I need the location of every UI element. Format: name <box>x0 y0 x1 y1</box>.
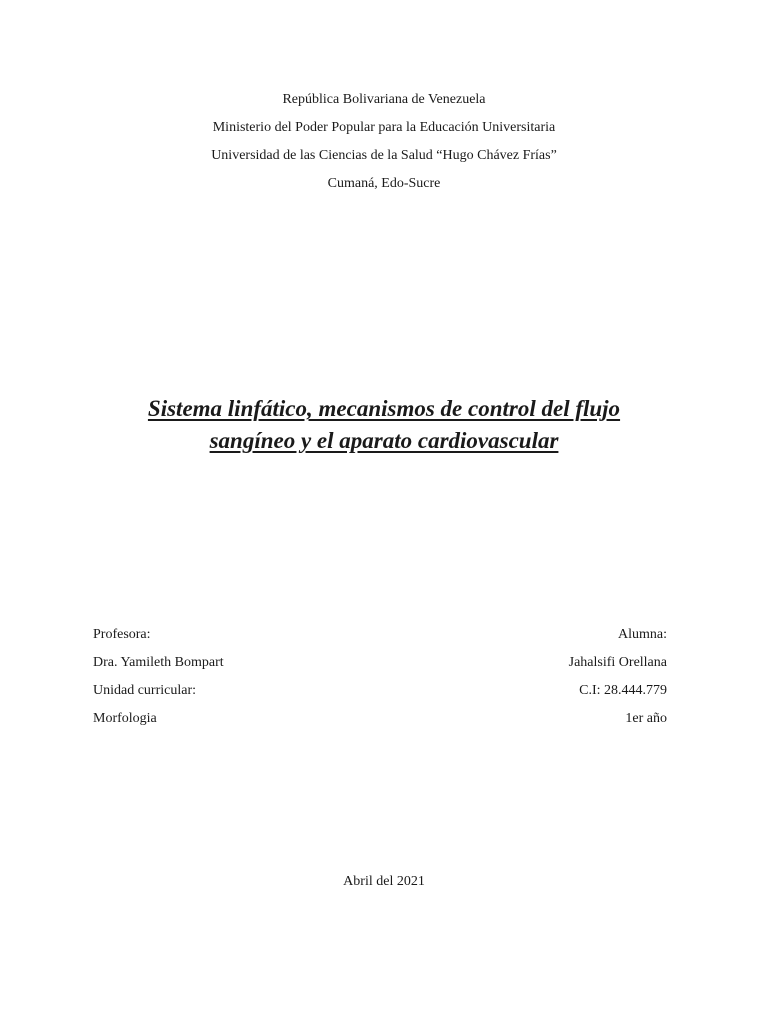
document-title <box>80 393 688 457</box>
student-label: Alumna: <box>618 627 667 642</box>
course-name: Morfologia <box>93 711 157 726</box>
title-line-1: Sistema linfático, mecanismos de control del flujo <box>147 396 621 421</box>
student-name: Jahalsifi Orellana <box>568 655 667 670</box>
institution-header <box>0 86 768 198</box>
header-ministry: Ministerio del Poder Popular para la Educación Universitaria <box>212 120 556 135</box>
header-country: República Bolivariana de Venezuela <box>282 92 486 107</box>
teacher-name: Dra. Yamileth Bompart <box>93 655 224 670</box>
teacher-label: Profesora: <box>93 627 151 642</box>
title-line-2: sangíneo y el aparato cardiovascular <box>209 428 559 453</box>
header-location: Cumaná, Edo-Sucre <box>327 176 441 191</box>
student-info <box>569 621 667 733</box>
student-year: 1er año <box>625 711 667 726</box>
header-university: Universidad de las Ciencias de la Salud “Hugo Chávez Frías” <box>211 148 557 163</box>
document-date: Abril del 2021 <box>343 874 425 889</box>
course-label: Unidad curricular: <box>93 683 197 698</box>
student-id: C.I: 28.444.779 <box>579 683 667 698</box>
teacher-info <box>93 621 224 733</box>
